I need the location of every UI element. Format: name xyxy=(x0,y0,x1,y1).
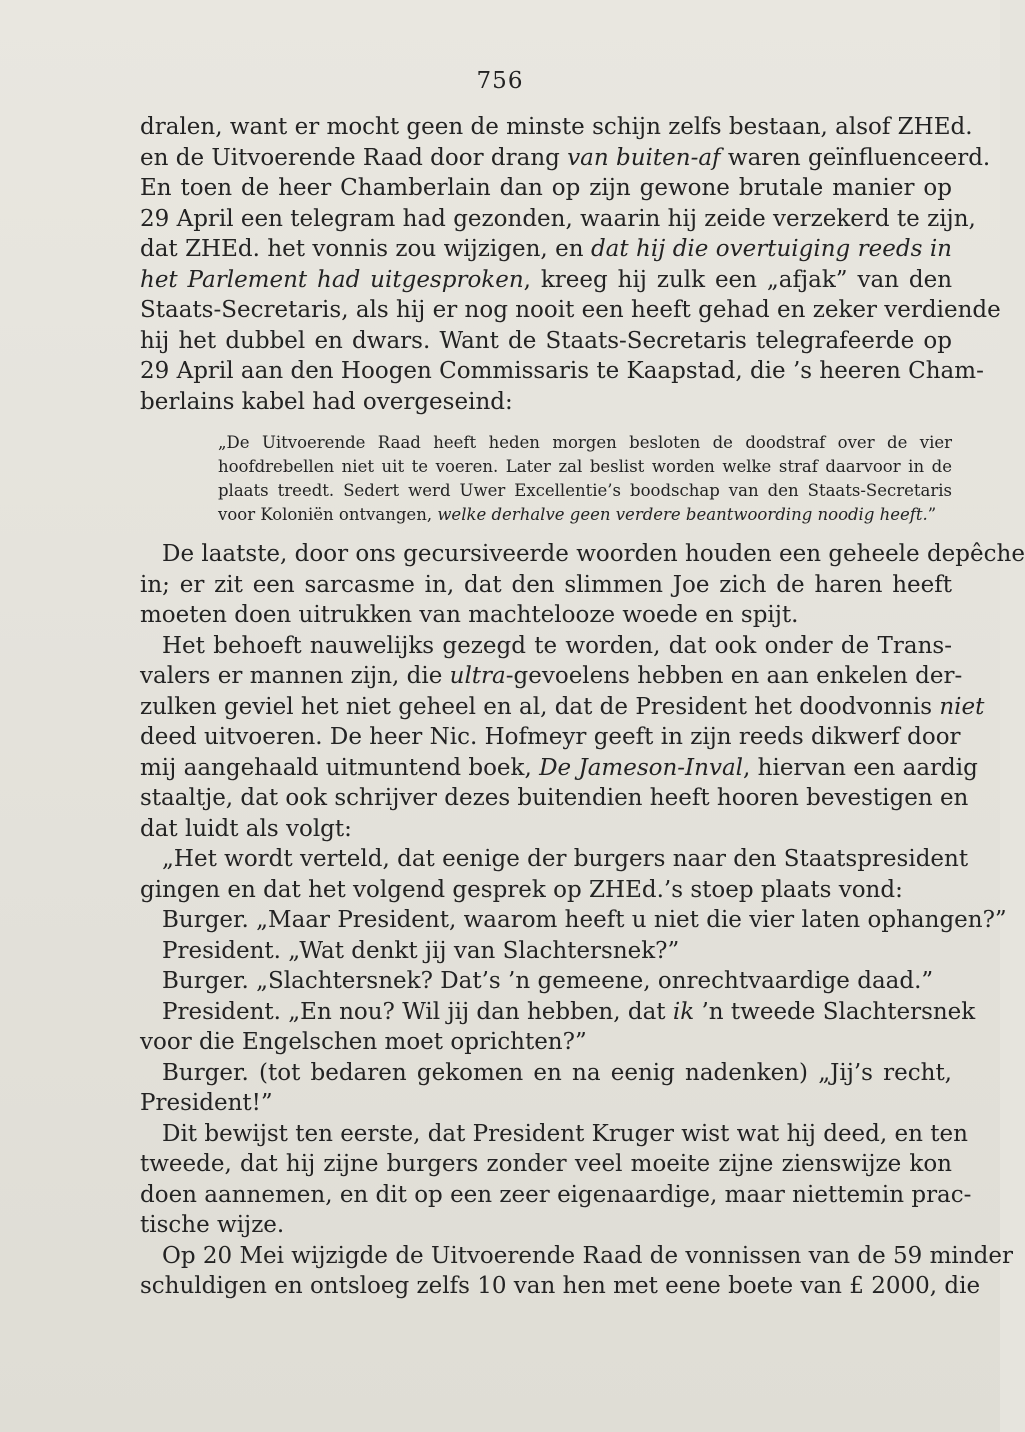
paragraph xyxy=(140,1119,972,1241)
text-line: dat ZHEd. het vonnis zou wijzigen, en dat hij die overtuiging reeds in xyxy=(140,236,952,262)
paragraph xyxy=(140,905,1007,936)
text-line: dralen, want er mocht geen de minste schijn zelfs bestaan, alsof ZHEd. xyxy=(140,114,973,140)
paragraph xyxy=(140,1241,1013,1302)
text-line: Burger. (tot bedaren gekomen en na eenig nadenken) „Jij’s recht, xyxy=(162,1059,952,1086)
text-line: 29 April aan den Hoogen Commissaris te Kaapstad, die ’s heeren Cham- xyxy=(140,358,984,384)
text-line: in; er zit een sarcasme in, dat den slimmen Joe zich de haren heeft xyxy=(140,571,952,598)
text-line: het Parlement had uitgesproken, kreeg hij zulk een „afjak” van den xyxy=(140,266,953,293)
text-line: President. „Wat denkt jij van Slachtersnek?” xyxy=(162,937,680,964)
italic-text: van buiten-af xyxy=(567,144,721,171)
text-line: gingen en dat het volgend gesprek op ZHEd.’s stoep plaats vond: xyxy=(140,876,903,903)
italic-text: welke derhalve geen verdere beantwoording noodig heeft. xyxy=(437,505,928,524)
text-line: Burger. „Slachtersnek? Dat’s ’n gemeene, onrechtvaardige daad.” xyxy=(162,968,934,994)
text-line: „Het wordt verteld, dat eenige der burgers naar den Staatspresident xyxy=(162,846,969,872)
text-line: President. „En nou? Wil jij dan hebben, dat ik ’n tweede Slachtersnek xyxy=(162,998,976,1025)
paragraph xyxy=(140,844,969,905)
italic-text: dat hij die overtuiging reeds in xyxy=(590,236,952,262)
text-line: Op 20 Mei wijzigde de Uitvoerende Raad de vonnissen van de 59 minder xyxy=(162,1242,1013,1269)
block-quote xyxy=(140,431,952,527)
quote-line: plaats treedt. Sedert werd Uwer Excellentie’s boodschap van den Staats-Secretaris xyxy=(218,481,952,500)
text-line: valers er mannen zijn, die ultra-gevoelens hebben en aan enkelen der- xyxy=(140,663,963,689)
text-line: mij aangehaald uitmuntend boek, De Jameson-Inval, hiervan een aardig xyxy=(140,754,978,781)
quote-line: voor Koloniën ontvangen, welke derhalve geen verdere beantwoording noodig heeft.” xyxy=(218,505,937,524)
text-line: En toen de heer Chamberlain dan op zijn gewone brutale manier op xyxy=(140,175,952,201)
italic-text: niet xyxy=(939,693,985,720)
italic-text: het Parlement had uitgesproken xyxy=(140,266,524,293)
text-line: staaltje, dat ook schrijver dezes buitendien heeft hooren bevestigen en xyxy=(140,785,969,811)
italic-text: ik xyxy=(672,998,695,1025)
text-line: Het behoeft nauwelijks gezegd te worden, dat ook onder de Trans- xyxy=(162,632,952,659)
paragraph xyxy=(140,539,1025,631)
paragraph xyxy=(140,936,952,967)
italic-text: De Jameson-Inval xyxy=(539,754,744,781)
text-line: doen aannemen, en dit op een zeer eigenaardige, maar niettemin prac- xyxy=(140,1181,972,1208)
page-number: 756 xyxy=(476,68,524,94)
text-line: zulken geviel het niet geheel en al, dat de President het doodvonnis niet xyxy=(140,693,985,720)
paragraph xyxy=(140,112,1001,417)
text-line: voor die Engelschen moet oprichten?” xyxy=(140,1029,587,1055)
text-line: schuldigen en ontsloeg zelfs 10 van hen met eene boete van £ 2000, die xyxy=(140,1273,981,1299)
italic-text: ultra xyxy=(449,663,506,689)
body-text xyxy=(140,112,1025,1302)
paragraph xyxy=(140,966,952,997)
text-line: Staats-Secretaris, als hij er nog nooit een heeft gehad en zeker verdiende xyxy=(140,297,1001,323)
text-line: deed uitvoeren. De heer Nic. Hofmeyr geeft in zijn reeds dikwerf door xyxy=(140,724,961,750)
text-line: Dit bewijst ten eerste, dat President Kruger wist wat hij deed, en ten xyxy=(162,1120,968,1147)
text-line: De laatste, door ons gecursiveerde woorden houden een geheele depêche xyxy=(162,541,1025,567)
paragraph xyxy=(140,997,976,1058)
text-line: en de Uitvoerende Raad door drang van buiten-af waren geïnfluenceerd. xyxy=(140,144,991,171)
text-line: 29 April een telegram had gezonden, waarin hij zeide verzekerd te zijn, xyxy=(140,205,976,232)
text-line: dat luidt als volgt: xyxy=(140,815,352,842)
text-line: moeten doen uitrukken van machtelooze woede en spijt. xyxy=(140,602,799,628)
text-line: Burger. „Maar President, waarom heeft u niet die vier laten ophangen?” xyxy=(162,907,1007,933)
text-line: President!” xyxy=(140,1090,273,1116)
text-line: tische wijze. xyxy=(140,1212,285,1238)
text-line: tweede, dat hij zijne burgers zonder veel moeite zijne zienswijze kon xyxy=(140,1151,952,1177)
quote-line: hoofdrebellen niet uit te voeren. Later zal beslist worden welke straf daarvoor in de xyxy=(218,457,952,476)
paragraph xyxy=(140,631,985,845)
paragraph xyxy=(140,1058,952,1119)
text-line: hij het dubbel en dwars. Want de Staats-Secretaris telegrafeerde op xyxy=(140,327,952,354)
quote-line: „De Uitvoerende Raad heeft heden morgen besloten de doodstraf over de vier xyxy=(218,433,952,452)
text-line: berlains kabel had overgeseind: xyxy=(140,388,513,415)
